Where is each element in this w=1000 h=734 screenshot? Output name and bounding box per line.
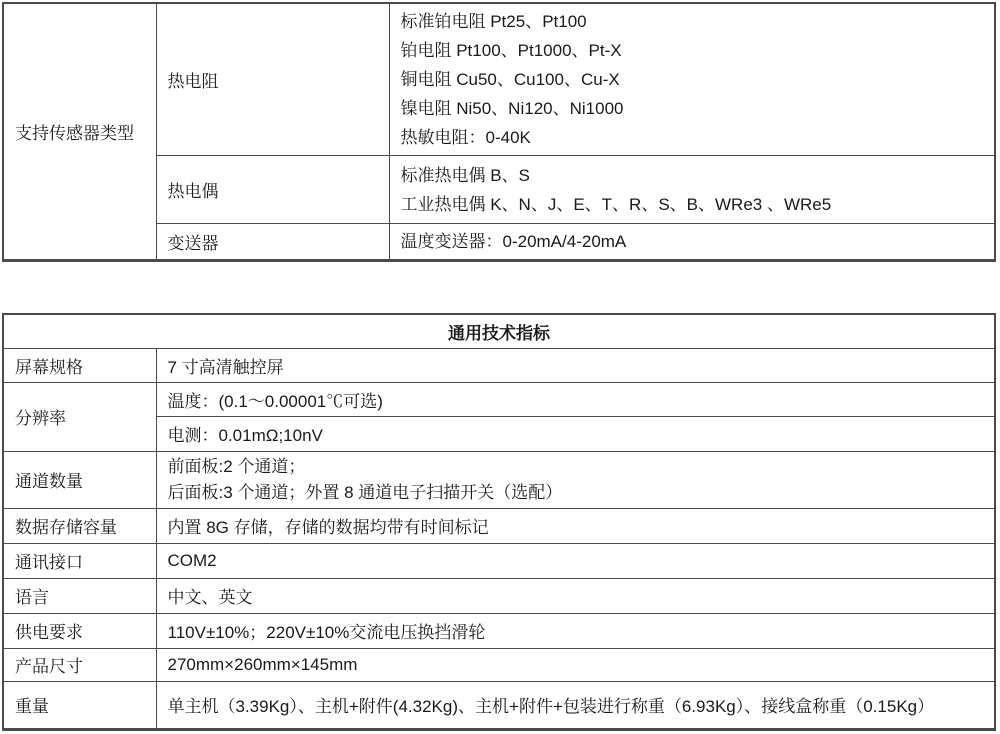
table-row [3,382,995,416]
spec-row-label-resolution: 分辨率 [3,382,156,451]
table-row [3,648,995,681]
spec-row-label-channels: 通道数量 [3,451,156,508]
channels-line-1: 前面板:2 个通道； [167,456,306,476]
spec-row-label-language: 语言 [3,578,156,613]
table-row [3,578,995,613]
spec-row-label-dimensions: 产品尺寸 [3,648,156,681]
table-row [3,348,995,382]
spec-row-label-storage: 数据存储容量 [3,508,156,543]
table-row [3,3,995,156]
sensor-group-rtd-label [156,3,389,156]
spec-row-value-dimensions: 270mm×260mm×145mm [156,648,995,681]
spec-row-value-comm-port: COM2 [156,543,995,578]
sensor-category-label [3,3,156,261]
spec-table [2,313,996,731]
thermocouple-line-1: 标准热电偶 B、S [400,165,530,185]
sensor-group-rtd-values [389,3,995,156]
sensor-category-text: 支持传感器类型 [15,124,134,143]
rtd-line-4: 镍电阻 Ni50、Ni120、Ni1000 [400,99,624,118]
sensor-group-thermocouple-values [389,156,995,224]
rtd-line-5: 热敏电阻：0-40K [400,128,531,147]
spec-row-label-screen: 屏幕规格 [3,348,156,382]
sensor-group-rtd-text: 热电阻 [167,72,219,91]
sensor-type-table [2,2,996,262]
table-header-row [3,314,995,348]
spec-row-value-language: 中文、英文 [156,578,995,613]
spec-row-label-weight: 重量 [3,681,156,729]
spec-row-value-power: 110V±10%；220V±10%交流电压换挡滑轮 [156,613,995,648]
spec-row-value-resolution-electrical: 电测：0.01mΩ;10nV [156,416,995,451]
spec-row-value-storage: 内置 8G 存储，存储的数据均带有时间标记 [156,508,995,543]
table-row [3,543,995,578]
table-row [3,681,995,729]
channels-line-2: 后面板:3 个通道；外置 8 通道电子扫描开关（选配） [167,482,563,502]
sensor-group-transmitter-text: 变送器 [167,234,219,253]
spec-row-label-power: 供电要求 [3,613,156,648]
sensor-group-transmitter-label [156,224,389,261]
spec-row-value-screen: 7 寸高清触控屏 [156,348,995,382]
sensor-group-transmitter-values [389,224,995,261]
spec-row-value-weight: 单主机（3.39Kg）、主机+附件(4.32Kg)、主机+附件+包装进行称重（6.93Kg）、接线盒称重（0.15Kg） [156,681,995,729]
rtd-line-3: 铜电阻 Cu50、Cu100、Cu-X [400,70,620,89]
spec-table-title: 通用技术指标 [3,314,995,348]
sensor-group-thermocouple-text: 热电偶 [167,182,219,201]
sensor-group-thermocouple-label [156,156,389,224]
rtd-line-1: 标准铂电阻 Pt25、Pt100 [400,12,587,31]
table-row [3,613,995,648]
spec-row-value-resolution-temperature: 温度：(0.1～0.00001℃可选) [156,382,995,416]
transmitter-line-1: 温度变送器：0-20mA/4-20mA [400,232,627,251]
spec-row-label-comm-port: 通讯接口 [3,543,156,578]
table-row [3,508,995,543]
thermocouple-line-2: 工业热电偶 K、N、J、E、T、R、S、B、WRe3 、WRe5 [400,194,832,214]
rtd-line-2: 铂电阻 Pt100、Pt1000、Pt-X [400,41,622,60]
table-row [3,451,995,508]
spec-row-value-channels [156,451,995,508]
